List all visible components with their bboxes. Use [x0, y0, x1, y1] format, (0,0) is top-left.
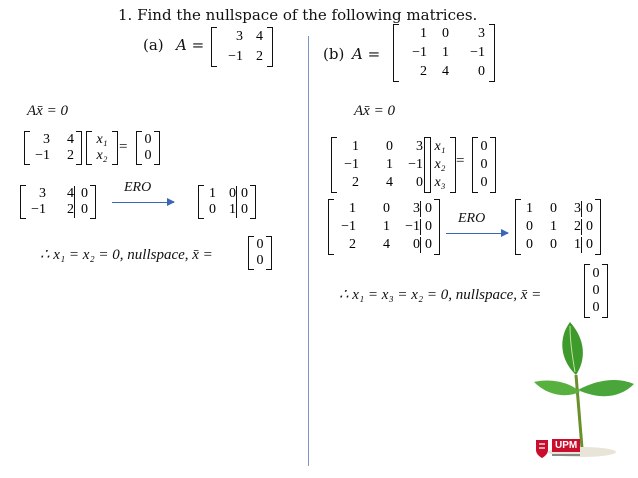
problem-title: 1. Find the nullspace of the following matrices. [118, 6, 478, 24]
part-b-A-eq: A = [352, 45, 381, 63]
matrix-a: 3 4 −1 2 [211, 27, 273, 67]
b-null-vector: 0 0 0 [584, 264, 608, 318]
a-zero-vector: 0 0 [136, 131, 160, 165]
matrix-b: 1 0 3 −1 1 −1 2 4 0 [393, 24, 495, 82]
upm-wordmark: UPM [552, 439, 580, 452]
a-matrix-A: 3 4 −1 2 [24, 131, 82, 165]
a-conclusion: ∴ x₁ = x₂ = 0, nullspace, x̄ = [40, 247, 213, 263]
upm-crest-icon [534, 438, 550, 460]
b-matrix-A: 1 0 3 −1 1 −1 2 4 0 [331, 137, 431, 193]
a-vector-x: x₁ x₂ [86, 131, 118, 165]
a-ero-label: ERO [124, 180, 152, 195]
b-vector-x: x₁ x₂ x₃ [424, 137, 456, 193]
part-b-label: (b) [323, 45, 345, 63]
a-augmented-left: 3 4 0 −1 2 0 [20, 185, 96, 219]
a-equals: = [119, 139, 128, 155]
a-null-vector: 0 0 [248, 236, 272, 270]
upm-logo [534, 438, 582, 462]
part-a-label: (a) [143, 36, 164, 54]
b-equals: = [456, 153, 465, 169]
a-augmented-right: 1 0 0 0 1 0 [198, 185, 256, 219]
b-zero-vector: 0 0 0 [472, 137, 496, 193]
part-a-A-eq: A = [176, 36, 205, 54]
b-conclusion: ∴ x₁ = x₃ = x₂ = 0, nullspace, x̄ = [339, 287, 542, 303]
upm-underline [552, 454, 580, 456]
b-augmented-left: 1 0 3 0 −1 1 −1 0 2 4 0 0 [328, 199, 440, 255]
b-ero-label: ERO [458, 211, 486, 226]
a-equation: Ax̄ = 0 [27, 103, 68, 119]
b-equation: Ax̄ = 0 [354, 103, 395, 119]
column-divider [308, 36, 309, 466]
b-ero-arrow [446, 233, 508, 234]
a-ero-arrow [112, 202, 174, 203]
b-augmented-right: 1 0 3 0 0 1 2 0 0 0 1 0 [515, 199, 601, 255]
